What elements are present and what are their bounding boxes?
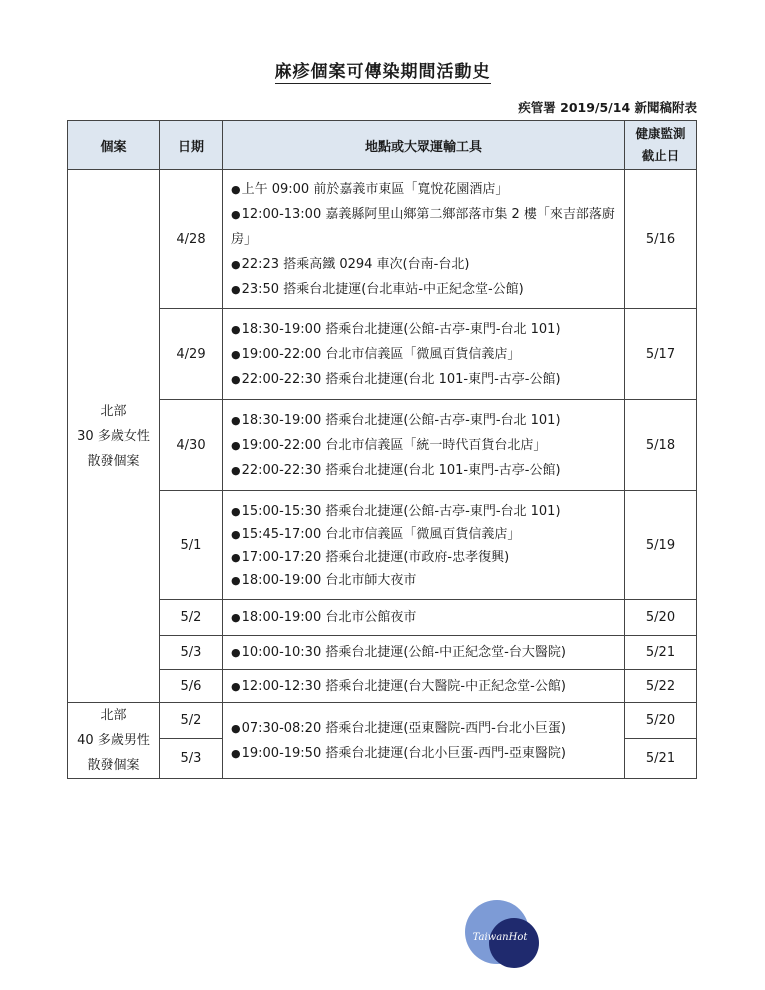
monitor-date-cell: 5/21 (625, 739, 697, 779)
event-item: ● 22:00-22:30 搭乘台北捷運(台北 101-東門-古亭-公館) (231, 458, 616, 483)
event-item: ● 18:00-19:00 台北市師大夜市 (231, 569, 616, 592)
date-cell: 5/3 (160, 636, 223, 670)
table-row (68, 491, 697, 600)
table-row (68, 400, 697, 491)
case-cell: 北部 40 多歲男性 散發個案 (68, 703, 160, 779)
events-cell (223, 309, 625, 400)
case-cell: 北部 30 多歲女性 散發個案 (68, 170, 160, 703)
date-cell: 4/28 (160, 170, 223, 309)
event-item: ● 19:00-22:00 台北市信義區「統一時代百貨台北店」 (231, 433, 616, 458)
monitor-date-cell: 5/17 (625, 309, 697, 400)
monitor-date-cell: 5/18 (625, 400, 697, 491)
date-cell: 5/1 (160, 491, 223, 600)
event-item: ● 19:00-19:50 搭乘台北捷運(台北小巨蛋-西門-亞東醫院) (231, 741, 616, 766)
events-cell (223, 703, 625, 779)
table-row (68, 600, 697, 636)
logo-circle-dark (489, 918, 539, 968)
date-cell: 5/6 (160, 670, 223, 703)
header-case: 個案 (68, 121, 160, 170)
event-item: ● 12:00-13:00 嘉義縣阿里山鄉第二鄉部落市集 2 樓「來吉部落廚房」 (231, 202, 616, 252)
events-cell (223, 170, 625, 309)
date-cell: 5/2 (160, 600, 223, 636)
table-row (68, 309, 697, 400)
event-item: ● 23:50 搭乘台北捷運(台北車站-中正紀念堂-公館) (231, 277, 616, 302)
events-cell (223, 491, 625, 600)
logo-text: TaiwanHot (472, 932, 528, 943)
document-title: 麻疹個案可傳染期間活動史 (274, 62, 491, 82)
event-item: ● 07:30-08:20 搭乘台北捷運(亞東醫院-西門-台北小巨蛋) (231, 716, 616, 741)
header-date: 日期 (160, 121, 223, 170)
events-cell (223, 670, 625, 703)
monitor-date-cell: 5/21 (625, 636, 697, 670)
table-row (68, 703, 697, 739)
taiwanhot-logo (465, 896, 540, 971)
activity-table (67, 120, 697, 779)
table-row (68, 670, 697, 703)
table-row (68, 636, 697, 670)
monitor-date-cell: 5/20 (625, 600, 697, 636)
date-cell: 4/29 (160, 309, 223, 400)
event-item: ● 19:00-22:00 台北市信義區「微風百貨信義店」 (231, 342, 616, 367)
event-item: ● 18:30-19:00 搭乘台北捷運(公館-古亭-東門-台北 101) (231, 408, 616, 433)
header-location: 地點或大眾運輸工具 (223, 121, 625, 170)
monitor-date-cell: 5/19 (625, 491, 697, 600)
event-item: ● 18:30-19:00 搭乘台北捷運(公館-古亭-東門-台北 101) (231, 317, 616, 342)
header-health-monitoring: 健康監測 截止日 (625, 121, 697, 170)
date-cell: 5/2 (160, 703, 223, 739)
monitor-date-cell: 5/16 (625, 170, 697, 309)
monitor-date-cell: 5/20 (625, 703, 697, 739)
table-row (68, 170, 697, 309)
event-item: ● 22:23 搭乘高鐵 0294 車次(台南-台北) (231, 252, 616, 277)
event-item: ● 17:00-17:20 搭乘台北捷運(市政府-忠孝復興) (231, 546, 616, 569)
event-item: ● 18:00-19:00 台北市公館夜市 (231, 605, 616, 630)
events-cell (223, 400, 625, 491)
date-cell: 5/3 (160, 739, 223, 779)
date-cell: 4/30 (160, 400, 223, 491)
event-item: ● 15:45-17:00 台北市信義區「微風百貨信義店」 (231, 523, 616, 546)
event-item: ● 15:00-15:30 搭乘台北捷運(公館-古亭-東門-台北 101) (231, 500, 616, 523)
event-item: ● 12:00-12:30 搭乘台北捷運(台大醫院-中正紀念堂-公館) (231, 674, 616, 699)
events-cell (223, 600, 625, 636)
table-header-row (68, 121, 697, 170)
event-item: ● 22:00-22:30 搭乘台北捷運(台北 101-東門-古亭-公館) (231, 367, 616, 392)
events-cell (223, 636, 625, 670)
event-item: ● 上午 09:00 前於嘉義市東區「寬悅花園酒店」 (231, 177, 616, 202)
source-note: 疾管署 2019/5/14 新聞稿附表 (518, 100, 697, 115)
monitor-date-cell: 5/22 (625, 670, 697, 703)
event-item: ● 10:00-10:30 搭乘台北捷運(公館-中正紀念堂-台大醫院) (231, 640, 616, 665)
